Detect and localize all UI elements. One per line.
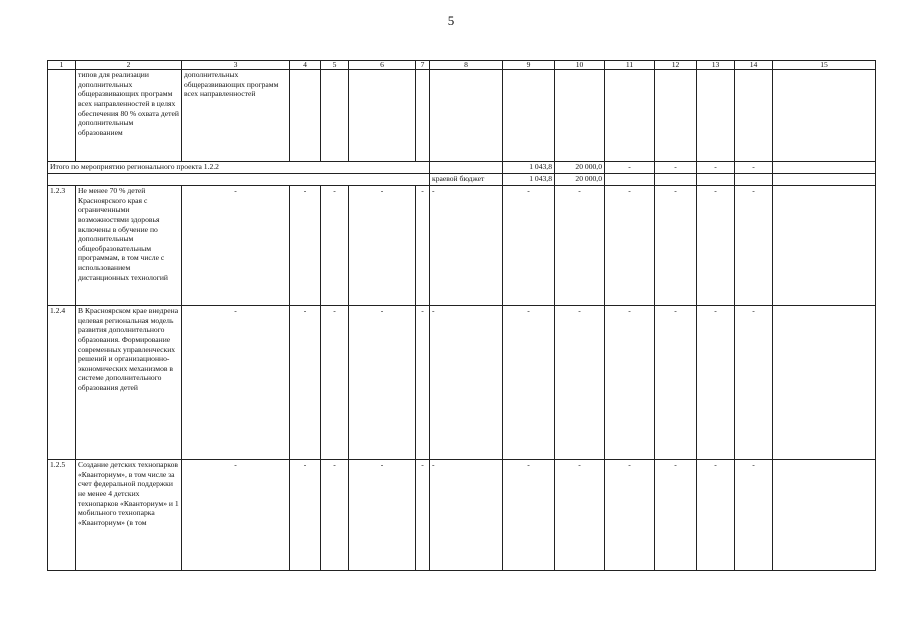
header-cell: 5 <box>321 61 349 70</box>
dash-cell: - <box>321 186 349 306</box>
dash-cell: - <box>697 306 735 460</box>
dash-cell: - <box>735 460 773 571</box>
activity-text: Не менее 70 % детей Красноярского края с ограниченными возможностями здоровья включены в обучение по дополнительным общеобразовательным программам, в том числе с использованием дистанционных технологий <box>76 186 182 306</box>
dash-cell: - <box>735 306 773 460</box>
dash-cell: - <box>349 186 416 306</box>
total-label: Итого по мероприятию регионального проекта 1.2.2 <box>48 162 430 174</box>
indicator-text: дополнительных общеразвивающих программ всех направленностей <box>182 70 290 162</box>
dash-cell: - <box>182 306 290 460</box>
dash-cell: - <box>349 306 416 460</box>
dash-cell: - <box>555 306 605 460</box>
page-number: 5 <box>447 13 455 28</box>
dash-cell: - <box>655 186 697 306</box>
row-number: 1.2.5 <box>48 460 76 571</box>
dash-cell: - <box>555 460 605 571</box>
dash-cell: - <box>430 186 503 306</box>
dash-cell: - <box>697 162 735 174</box>
table-row <box>48 70 876 162</box>
dash-cell: - <box>605 460 655 571</box>
dash-cell: - <box>697 460 735 571</box>
table-row <box>48 186 876 306</box>
dash-cell: - <box>655 460 697 571</box>
table-row <box>48 306 876 460</box>
header-cell: 4 <box>290 61 321 70</box>
amount-cell: 20 000,0 <box>555 174 605 186</box>
dash-cell: - <box>503 186 555 306</box>
dash-cell: - <box>430 306 503 460</box>
amount-cell: 20 000,0 <box>555 162 605 174</box>
header-cell: 13 <box>697 61 735 70</box>
table-row <box>48 460 876 571</box>
activity-text: В Красноярском крае внедрена целевая региональная модель развития дополнительного образования. Формирование современных управленческих решений и организационно-экономических механизмов в системе дополнительного образования детей <box>76 306 182 460</box>
dash-cell: - <box>321 460 349 571</box>
header-row <box>48 61 876 70</box>
dash-cell: - <box>290 306 321 460</box>
dash-cell: - <box>182 460 290 571</box>
header-cell: 14 <box>735 61 773 70</box>
header-cell: 15 <box>773 61 876 70</box>
dash-cell: - <box>605 186 655 306</box>
dash-cell: - <box>655 162 697 174</box>
dash-cell: - <box>416 460 430 571</box>
dash-cell: - <box>290 460 321 571</box>
plan-table <box>47 60 876 571</box>
dash-cell: - <box>605 162 655 174</box>
amount-cell: 1 043,8 <box>503 162 555 174</box>
dash-cell: - <box>290 186 321 306</box>
dash-cell: - <box>416 306 430 460</box>
dash-cell: - <box>503 306 555 460</box>
dash-cell: - <box>321 306 349 460</box>
dash-cell: - <box>735 162 773 174</box>
dash-cell: - <box>735 186 773 306</box>
funding-source: краевой бюджет <box>430 174 503 186</box>
header-cell: 2 <box>76 61 182 70</box>
row-number: 1.2.3 <box>48 186 76 306</box>
header-cell: 1 <box>48 61 76 70</box>
amount-cell: 1 043,8 <box>503 174 555 186</box>
header-cell: 7 <box>416 61 430 70</box>
activity-text: Создание детских технопарков «Кванториум», в том числе за счет федеральной поддержки не менее 4 детских технопарков «Кванториум» и 1 мобильного технопарка «Кванториум» (в том <box>76 460 182 571</box>
dash-cell: - <box>349 460 416 571</box>
dash-cell: - <box>182 186 290 306</box>
dash-cell: - <box>555 186 605 306</box>
header-cell: 6 <box>349 61 416 70</box>
total-row <box>48 162 876 174</box>
header-cell: 3 <box>182 61 290 70</box>
header-cell: 8 <box>430 61 503 70</box>
dash-cell: - <box>416 186 430 306</box>
header-cell: 9 <box>503 61 555 70</box>
header-cell: 11 <box>605 61 655 70</box>
header-cell: 12 <box>655 61 697 70</box>
dash-cell: - <box>697 186 735 306</box>
header-cell: 10 <box>555 61 605 70</box>
dash-cell: - <box>503 460 555 571</box>
dash-cell: - <box>655 306 697 460</box>
dash-cell: - <box>605 306 655 460</box>
activity-text: типов для реализации дополнительных общеразвивающих программ всех направленностей в целях обеспечения 80 % охвата детей дополнительным образованием <box>76 70 182 162</box>
budget-row <box>48 174 876 186</box>
row-number: 1.2.4 <box>48 306 76 460</box>
dash-cell: - <box>430 460 503 571</box>
